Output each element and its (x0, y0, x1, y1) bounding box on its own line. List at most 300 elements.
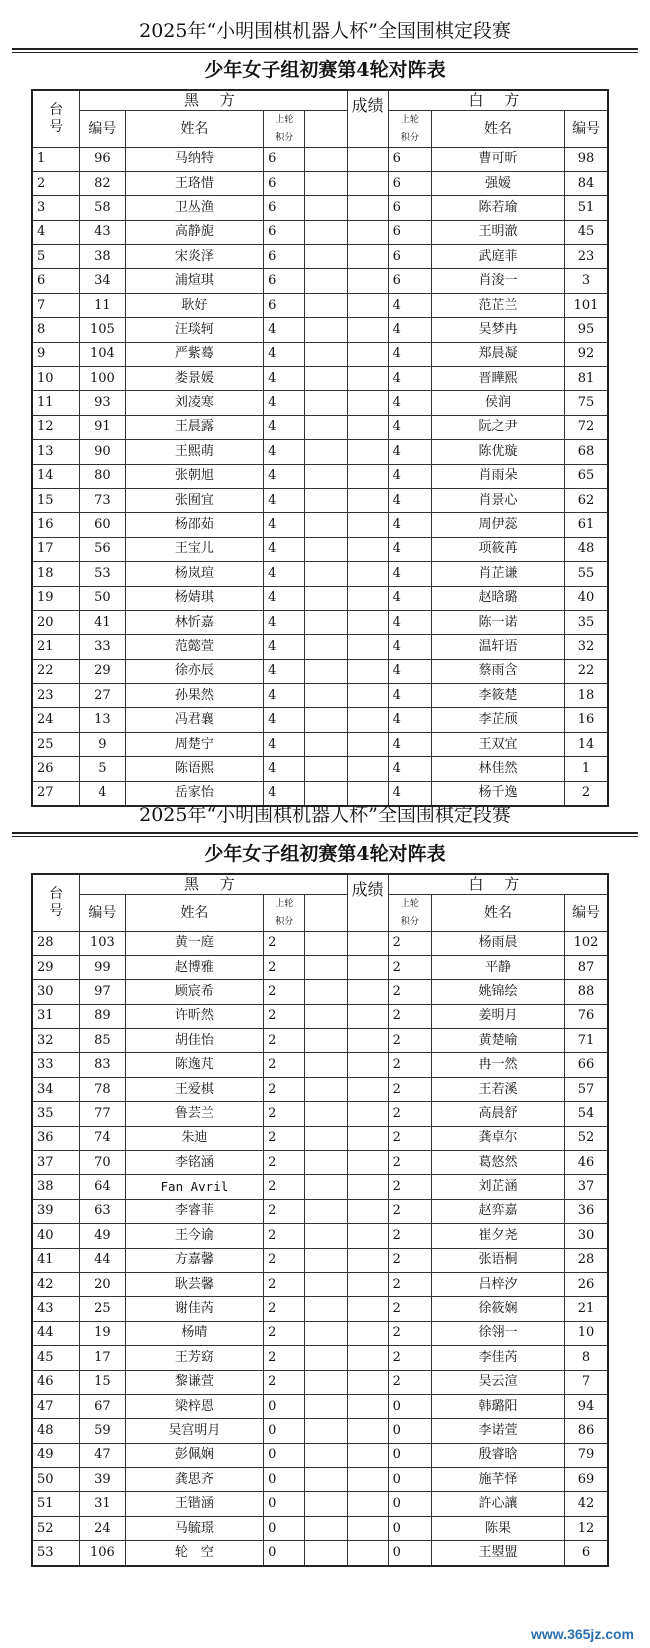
white-name-cell: 郑晨凝 (431, 342, 564, 366)
table-number-cell: 35 (32, 1102, 80, 1126)
table-number-cell: 30 (32, 980, 80, 1004)
black-name-cell: 范懿萱 (125, 635, 264, 659)
white-id-cell: 14 (565, 732, 608, 756)
score-white-cell (347, 1102, 388, 1126)
black-name-cell: 浦煊琪 (125, 269, 264, 293)
white-points-cell: 0 (388, 1468, 431, 1492)
black-points-cell: 6 (264, 269, 305, 293)
table-number-cell: 8 (32, 318, 80, 342)
black-name-cell: 许昕然 (125, 1004, 264, 1028)
score-black-cell (305, 293, 347, 317)
table-row (32, 1516, 608, 1540)
white-name-cell: 张语桐 (431, 1248, 564, 1272)
white-name-cell: 姚锦绘 (431, 980, 564, 1004)
black-id-cell: 24 (80, 1516, 125, 1540)
score-black-cell (305, 1443, 347, 1467)
white-points-cell: 2 (388, 1102, 431, 1126)
black-points-cell: 2 (264, 1077, 305, 1101)
black-points-cell: 4 (264, 635, 305, 659)
score-black-cell (305, 708, 347, 732)
black-name-cell: 王熙萌 (125, 440, 264, 464)
heading-rule (12, 832, 638, 834)
pairing-table (31, 873, 609, 1567)
score-black-cell (305, 245, 347, 269)
white-points-cell: 4 (388, 757, 431, 781)
score-white-cell (347, 1272, 388, 1296)
black-points-cell: 4 (264, 415, 305, 439)
score-black-cell (305, 1492, 347, 1516)
black-name-cell: 刘凌寒 (125, 391, 264, 415)
black-points-cell: 4 (264, 586, 305, 610)
black-points-cell: 4 (264, 513, 305, 537)
white-points-cell: 0 (388, 1419, 431, 1443)
white-id-cell: 72 (565, 415, 608, 439)
table-row (32, 293, 608, 317)
white-id-cell: 71 (565, 1029, 608, 1053)
table-number-cell: 24 (32, 708, 80, 732)
white-points-cell: 6 (388, 245, 431, 269)
black-name-cell: 耿好 (125, 293, 264, 317)
white-points-cell: 0 (388, 1541, 431, 1566)
score-black-cell (305, 391, 347, 415)
header-white-name: 姓名 (431, 894, 564, 931)
white-id-cell: 45 (565, 220, 608, 244)
table-number-cell: 36 (32, 1126, 80, 1150)
white-id-cell: 1 (565, 757, 608, 781)
black-id-cell: 50 (80, 586, 125, 610)
white-points-cell: 4 (388, 781, 431, 806)
white-points-cell: 6 (388, 171, 431, 195)
table-row (32, 488, 608, 512)
black-name-cell: 王芳窈 (125, 1346, 264, 1370)
table-number-cell: 6 (32, 269, 80, 293)
white-points-cell: 0 (388, 1516, 431, 1540)
white-name-cell: 杨千逸 (431, 781, 564, 806)
white-points-cell: 4 (388, 635, 431, 659)
white-name-cell: 徐翎一 (431, 1321, 564, 1345)
score-black-cell (305, 586, 347, 610)
score-white-cell (347, 537, 388, 561)
table-number-cell: 5 (32, 245, 80, 269)
white-name-cell: 平静 (431, 955, 564, 979)
header-points-line2: 积分 (400, 132, 419, 143)
header-black-id: 编号 (80, 894, 125, 931)
white-name-cell: 陈若瑜 (431, 196, 564, 220)
black-points-cell: 0 (264, 1516, 305, 1540)
white-points-cell: 2 (388, 1346, 431, 1370)
header-black-points (264, 110, 305, 147)
table-row (32, 732, 608, 756)
table-number-cell: 38 (32, 1175, 80, 1199)
white-id-cell: 76 (565, 1004, 608, 1028)
score-white-cell (347, 1077, 388, 1101)
white-id-cell: 61 (565, 513, 608, 537)
white-id-cell: 16 (565, 708, 608, 732)
black-name-cell: 赵博雅 (125, 955, 264, 979)
black-points-cell: 0 (264, 1443, 305, 1467)
black-id-cell: 63 (80, 1199, 125, 1223)
black-points-cell: 2 (264, 1297, 305, 1321)
black-name-cell: 马纳特 (125, 147, 264, 171)
white-id-cell: 75 (565, 391, 608, 415)
white-name-cell: 陈优璇 (431, 440, 564, 464)
table-row (32, 757, 608, 781)
score-white-cell (347, 1004, 388, 1028)
white-id-cell: 18 (565, 684, 608, 708)
header-points-line1: 上轮 (275, 898, 294, 909)
score-black-cell (305, 318, 347, 342)
white-id-cell: 86 (565, 1419, 608, 1443)
table-number-cell: 31 (32, 1004, 80, 1028)
white-points-cell: 2 (388, 1077, 431, 1101)
score-white-cell (347, 732, 388, 756)
header-white-points (388, 894, 431, 931)
black-name-cell: 王珞惜 (125, 171, 264, 195)
score-black-cell (305, 1053, 347, 1077)
black-name-cell: 王锴涵 (125, 1492, 264, 1516)
white-points-cell: 2 (388, 1272, 431, 1296)
score-black-cell (305, 488, 347, 512)
white-name-cell: 陈果 (431, 1516, 564, 1540)
white-name-cell: 李佳芮 (431, 1346, 564, 1370)
header-score: 成绩 (347, 874, 388, 931)
score-black-cell (305, 659, 347, 683)
white-points-cell: 2 (388, 931, 431, 955)
white-points-cell: 2 (388, 955, 431, 979)
score-black-cell (305, 440, 347, 464)
white-name-cell: 王明澈 (431, 220, 564, 244)
table-row (32, 367, 608, 391)
table-row (32, 1004, 608, 1028)
score-white-cell (347, 1419, 388, 1443)
white-id-cell: 92 (565, 342, 608, 366)
header-black: 黑 方 (80, 90, 347, 110)
black-name-cell: 马毓璟 (125, 1516, 264, 1540)
white-id-cell: 66 (565, 1053, 608, 1077)
score-white-cell (347, 245, 388, 269)
black-name-cell: 黎谦萱 (125, 1370, 264, 1394)
white-id-cell: 98 (565, 147, 608, 171)
white-name-cell: 杨雨晨 (431, 931, 564, 955)
table-number-cell: 17 (32, 537, 80, 561)
black-points-cell: 6 (264, 147, 305, 171)
white-points-cell: 6 (388, 269, 431, 293)
black-id-cell: 100 (80, 367, 125, 391)
black-name-cell: 张朝旭 (125, 464, 264, 488)
score-white-cell (347, 391, 388, 415)
white-id-cell: 23 (565, 245, 608, 269)
white-name-cell: 肖芷谦 (431, 562, 564, 586)
table-row (32, 1126, 608, 1150)
score-black-cell (305, 1248, 347, 1272)
white-name-cell: 李诺萱 (431, 1419, 564, 1443)
black-id-cell: 44 (80, 1248, 125, 1272)
score-black-cell (305, 955, 347, 979)
table-number-cell: 4 (32, 220, 80, 244)
white-id-cell: 7 (565, 1370, 608, 1394)
table-row (32, 440, 608, 464)
white-name-cell: 武庭菲 (431, 245, 564, 269)
black-points-cell: 6 (264, 220, 305, 244)
header-white-id: 编号 (565, 894, 608, 931)
white-id-cell: 42 (565, 1492, 608, 1516)
black-name-cell: 张囿宜 (125, 488, 264, 512)
black-id-cell: 93 (80, 391, 125, 415)
white-name-cell: 肖景心 (431, 488, 564, 512)
black-id-cell: 11 (80, 293, 125, 317)
score-white-cell (347, 586, 388, 610)
score-white-cell (347, 980, 388, 1004)
table-row (32, 269, 608, 293)
black-id-cell: 82 (80, 171, 125, 195)
black-points-cell: 4 (264, 684, 305, 708)
black-id-cell: 31 (80, 1492, 125, 1516)
score-white-cell (347, 635, 388, 659)
table-number-cell: 32 (32, 1029, 80, 1053)
black-id-cell: 104 (80, 342, 125, 366)
table-row (32, 1248, 608, 1272)
header-points-line2: 积分 (400, 916, 419, 927)
white-points-cell: 4 (388, 562, 431, 586)
table-row (32, 684, 608, 708)
table-number-cell: 33 (32, 1053, 80, 1077)
table-number-cell: 14 (32, 464, 80, 488)
black-name-cell: 杨岚瑄 (125, 562, 264, 586)
table-row (32, 1346, 608, 1370)
black-points-cell: 2 (264, 1346, 305, 1370)
white-id-cell: 79 (565, 1443, 608, 1467)
score-black-cell (305, 1199, 347, 1223)
header-points-line2: 积分 (275, 916, 294, 927)
black-id-cell: 25 (80, 1297, 125, 1321)
score-black-cell (305, 1516, 347, 1540)
black-points-cell: 2 (264, 1102, 305, 1126)
score-white-cell (347, 1321, 388, 1345)
table-number-cell: 2 (32, 171, 80, 195)
white-points-cell: 2 (388, 1053, 431, 1077)
white-points-cell: 2 (388, 1126, 431, 1150)
table-row (32, 1077, 608, 1101)
white-id-cell: 68 (565, 440, 608, 464)
table-row (32, 342, 608, 366)
table-number-cell: 47 (32, 1394, 80, 1418)
table-number-cell: 10 (32, 367, 80, 391)
black-name-cell: Fan Avril (125, 1175, 264, 1199)
header-points-line1: 上轮 (275, 114, 294, 125)
white-id-cell: 12 (565, 1516, 608, 1540)
black-name-cell: 李铭涵 (125, 1151, 264, 1175)
white-id-cell: 101 (565, 293, 608, 317)
score-black-cell (305, 147, 347, 171)
black-points-cell: 2 (264, 1004, 305, 1028)
pairing-rows (32, 147, 608, 806)
white-id-cell: 26 (565, 1272, 608, 1296)
table-number-cell: 20 (32, 610, 80, 634)
score-black-cell (305, 1151, 347, 1175)
table-row (32, 171, 608, 195)
white-id-cell: 69 (565, 1468, 608, 1492)
white-points-cell: 0 (388, 1443, 431, 1467)
white-name-cell: 葛悠然 (431, 1151, 564, 1175)
black-points-cell: 2 (264, 1053, 305, 1077)
table-number-cell: 37 (32, 1151, 80, 1175)
table-number-cell: 44 (32, 1321, 80, 1345)
black-id-cell: 53 (80, 562, 125, 586)
black-id-cell: 34 (80, 269, 125, 293)
table-row (32, 1468, 608, 1492)
white-name-cell: 李筱楚 (431, 684, 564, 708)
white-id-cell: 35 (565, 610, 608, 634)
white-points-cell: 2 (388, 1297, 431, 1321)
white-id-cell: 65 (565, 464, 608, 488)
white-id-cell: 37 (565, 1175, 608, 1199)
score-white-cell (347, 464, 388, 488)
white-id-cell: 57 (565, 1077, 608, 1101)
table-number-cell: 22 (32, 659, 80, 683)
black-points-cell: 2 (264, 1126, 305, 1150)
white-name-cell: 肖雨朵 (431, 464, 564, 488)
white-points-cell: 4 (388, 318, 431, 342)
white-points-cell: 6 (388, 196, 431, 220)
score-white-cell (347, 318, 388, 342)
score-white-cell (347, 757, 388, 781)
black-points-cell: 2 (264, 1029, 305, 1053)
table-row (32, 1029, 608, 1053)
white-id-cell: 3 (565, 269, 608, 293)
white-name-cell: 王双宜 (431, 732, 564, 756)
table-row (32, 391, 608, 415)
header-score-left (305, 894, 347, 931)
header-black-name: 姓名 (125, 110, 264, 147)
white-name-cell: 阮之尹 (431, 415, 564, 439)
white-points-cell: 4 (388, 464, 431, 488)
score-white-cell (347, 1541, 388, 1566)
table-number-cell: 52 (32, 1516, 80, 1540)
score-black-cell (305, 367, 347, 391)
table-number-cell: 1 (32, 147, 80, 171)
black-name-cell: 杨婧琪 (125, 586, 264, 610)
black-name-cell: 严紫蓦 (125, 342, 264, 366)
white-name-cell: 吴云渲 (431, 1370, 564, 1394)
white-name-cell: 崔夕尧 (431, 1224, 564, 1248)
black-name-cell: 汪琰轲 (125, 318, 264, 342)
black-points-cell: 4 (264, 757, 305, 781)
black-name-cell: 梁梓恩 (125, 1394, 264, 1418)
white-points-cell: 4 (388, 367, 431, 391)
header-score: 成绩 (347, 90, 388, 147)
black-points-cell: 6 (264, 293, 305, 317)
white-id-cell: 40 (565, 586, 608, 610)
score-black-cell (305, 220, 347, 244)
score-black-cell (305, 732, 347, 756)
black-name-cell: 高静旎 (125, 220, 264, 244)
black-points-cell: 4 (264, 464, 305, 488)
score-black-cell (305, 171, 347, 195)
header-table-no (32, 90, 80, 147)
white-name-cell: 温轩语 (431, 635, 564, 659)
black-points-cell: 4 (264, 659, 305, 683)
score-white-cell (347, 1492, 388, 1516)
score-white-cell (347, 1346, 388, 1370)
black-points-cell: 0 (264, 1492, 305, 1516)
white-name-cell: 徐筱娴 (431, 1297, 564, 1321)
table-number-cell: 41 (32, 1248, 80, 1272)
score-white-cell (347, 659, 388, 683)
table-number-cell: 42 (32, 1272, 80, 1296)
score-black-cell (305, 1029, 347, 1053)
score-white-cell (347, 342, 388, 366)
black-points-cell: 2 (264, 1151, 305, 1175)
white-points-cell: 2 (388, 1248, 431, 1272)
score-black-cell (305, 1175, 347, 1199)
white-id-cell: 22 (565, 659, 608, 683)
white-name-cell: 蔡雨含 (431, 659, 564, 683)
white-points-cell: 2 (388, 1004, 431, 1028)
score-black-cell (305, 1297, 347, 1321)
black-id-cell: 15 (80, 1370, 125, 1394)
black-points-cell: 2 (264, 1175, 305, 1199)
white-points-cell: 2 (388, 1224, 431, 1248)
table-row (32, 562, 608, 586)
white-id-cell: 84 (565, 171, 608, 195)
black-id-cell: 78 (80, 1077, 125, 1101)
score-white-cell (347, 1053, 388, 1077)
white-name-cell: 王若溪 (431, 1077, 564, 1101)
white-points-cell: 4 (388, 391, 431, 415)
black-points-cell: 2 (264, 1199, 305, 1223)
table-row (32, 980, 608, 1004)
black-name-cell: 孙果然 (125, 684, 264, 708)
black-name-cell: 宋炎泽 (125, 245, 264, 269)
table-row (32, 708, 608, 732)
score-white-cell (347, 562, 388, 586)
score-black-cell (305, 1102, 347, 1126)
table-row (32, 931, 608, 955)
white-name-cell: 施芊怿 (431, 1468, 564, 1492)
black-name-cell: 胡佳怡 (125, 1029, 264, 1053)
black-id-cell: 67 (80, 1394, 125, 1418)
table-row (32, 610, 608, 634)
black-id-cell: 19 (80, 1321, 125, 1345)
black-id-cell: 9 (80, 732, 125, 756)
black-name-cell: 谢佳芮 (125, 1297, 264, 1321)
black-name-cell: 方嘉馨 (125, 1248, 264, 1272)
black-points-cell: 4 (264, 781, 305, 806)
black-name-cell: 徐亦辰 (125, 659, 264, 683)
score-white-cell (347, 488, 388, 512)
page-heading: 2025年“小明围棋机器人杯”全国围棋定段赛 (139, 804, 511, 826)
black-points-cell: 6 (264, 196, 305, 220)
black-points-cell: 2 (264, 1370, 305, 1394)
table-row (32, 1053, 608, 1077)
white-id-cell: 46 (565, 1151, 608, 1175)
table-number-cell: 13 (32, 440, 80, 464)
table-number-cell: 19 (32, 586, 80, 610)
black-points-cell: 0 (264, 1468, 305, 1492)
table-row (32, 1443, 608, 1467)
page-heading: 2025年“小明围棋机器人杯”全国围棋定段赛 (139, 20, 511, 42)
white-points-cell: 2 (388, 1151, 431, 1175)
black-id-cell: 43 (80, 220, 125, 244)
white-id-cell: 48 (565, 537, 608, 561)
black-id-cell: 80 (80, 464, 125, 488)
header-table-no-1: 台 (49, 885, 64, 902)
table-number-cell: 28 (32, 931, 80, 955)
score-black-cell (305, 513, 347, 537)
table-number-cell: 11 (32, 391, 80, 415)
white-points-cell: 4 (388, 293, 431, 317)
black-name-cell: 周楚宁 (125, 732, 264, 756)
